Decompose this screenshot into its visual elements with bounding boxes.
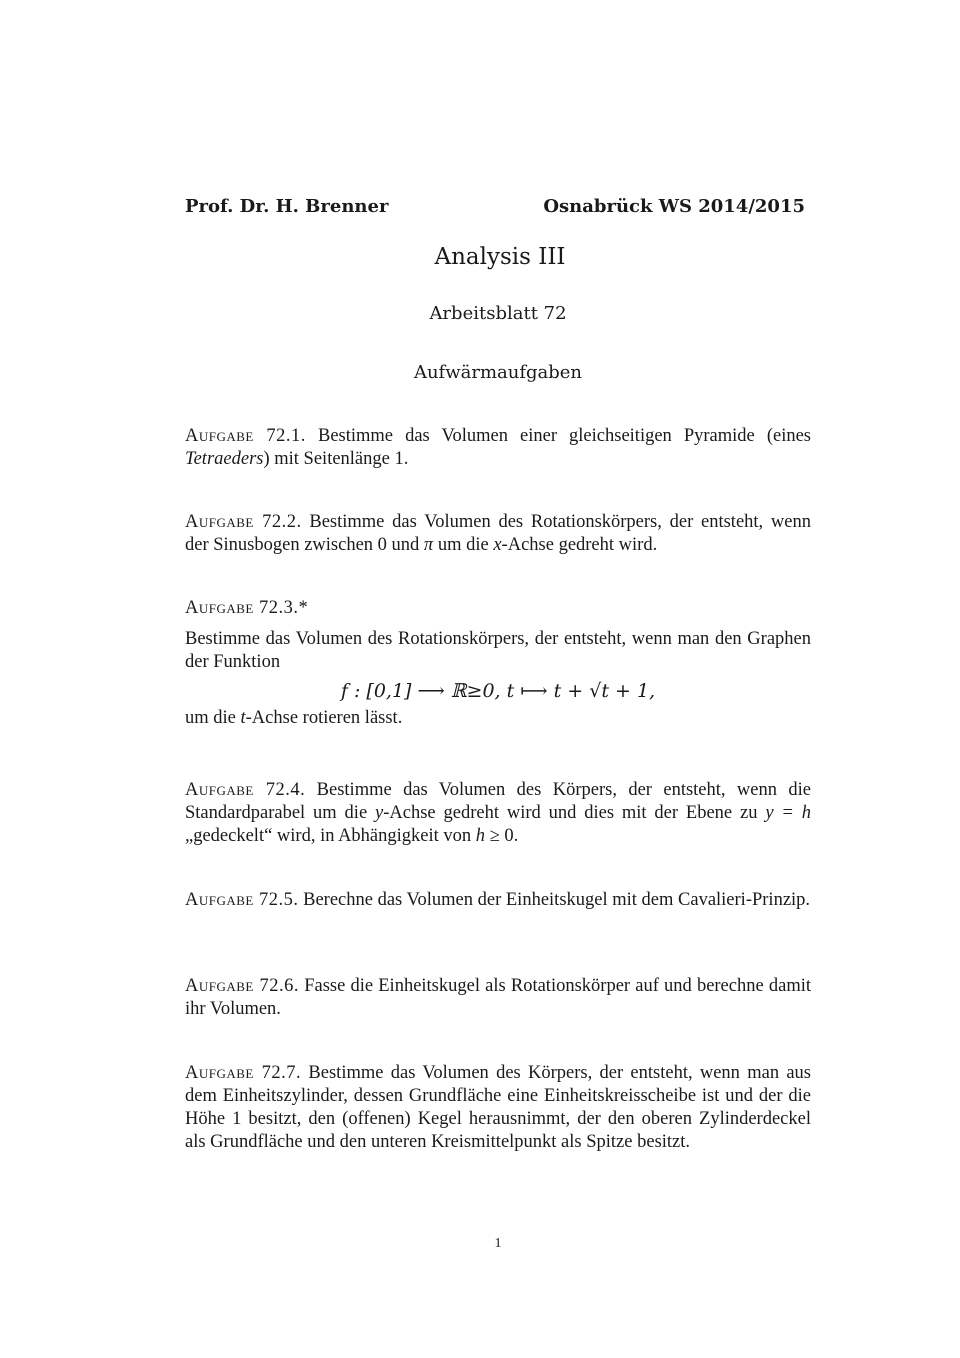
task-label: Aufgabe 72.2. <box>185 512 302 532</box>
task-72-1 <box>185 425 811 471</box>
task-label: Aufgabe 72.4. <box>185 780 306 800</box>
section-heading: Aufwärmaufgaben <box>413 362 583 383</box>
task-72-4 <box>185 779 811 848</box>
task-text: -Achse gedreht wird. <box>501 535 658 555</box>
task-text: ) mit Seitenlänge 1. <box>263 449 409 469</box>
task-text: Bestimme das Volumen einer gleichseitigen Pyramide (eines <box>305 426 811 446</box>
task-text: Bestimme das Volumen des Rotationskörpers, der entsteht, wenn man den Graphen der Funktion <box>185 629 811 672</box>
math-symbol: π <box>423 535 434 555</box>
function-formula: f : [0,1] ⟶ ℝ≥0, t ⟼ t + √t + 1, <box>340 680 656 702</box>
task-text: Berechne das Volumen der Einheitskugel mit dem Cavalieri-Prinzip. <box>298 890 811 910</box>
task-text: um die <box>433 535 494 555</box>
task-text: ≥ 0. <box>485 826 519 846</box>
task-72-7 <box>185 1062 811 1154</box>
task-text: Fasse die Einheitskugel als Rotationskörper auf und berechne damit ihr Volumen. <box>185 976 811 1019</box>
task-label: Aufgabe 72.7. <box>185 1063 302 1083</box>
task-label: Aufgabe 72.3.* <box>185 598 309 618</box>
math-symbol: y <box>375 803 384 823</box>
math-symbol: h <box>475 826 486 846</box>
task-text: um die <box>185 708 241 728</box>
task-72-6 <box>185 975 811 1021</box>
task-text: Bestimme das Volumen des Körpers, der entsteht, wenn man aus dem Einheitszylinder, dessen Grundfläche eine Einheitskreisscheibe ist und der die Höhe 1 besitzt, den (offenen) Kegel herausnimmt, der den oberen Zylinderdeckel als Grundfläche und den unteren Kreismittelpunkt als Spitze besitzt. <box>185 1063 812 1152</box>
task-text: Bestimme das Volumen des Rotationskörpers, der entsteht, wenn der Sinusbogen zwischen 0 und <box>185 512 811 555</box>
task-text: Bestimme das Volumen des Körpers, der entsteht, wenn die Standardparabel um die <box>185 780 811 823</box>
task-text: -Achse rotieren lässt. <box>245 708 403 728</box>
task-text-emphasis: Tetraeders <box>185 449 264 469</box>
task-text: -Achse gedreht wird und dies mit der Ebene zu <box>383 803 766 823</box>
math-symbol: t <box>240 708 246 728</box>
task-label: Aufgabe 72.1. <box>185 426 306 446</box>
math-symbol: x <box>493 535 502 555</box>
math-symbol: y = h <box>765 803 811 823</box>
task-72-5 <box>185 889 811 912</box>
author-name: Prof. Dr. H. Brenner <box>185 196 389 217</box>
worksheet-subtitle: Arbeitsblatt 72 <box>429 303 567 324</box>
place-and-term: Osnabrück WS 2014/2015 <box>543 196 805 217</box>
page-number: 1 <box>494 1236 502 1251</box>
task-text: „gedeckelt“ wird, in Abhängigkeit von <box>185 826 476 846</box>
document-title: Analysis III <box>434 244 566 270</box>
task-72-3 <box>185 597 811 730</box>
task-label: Aufgabe 72.5. <box>185 890 299 910</box>
task-label: Aufgabe 72.6. <box>185 976 300 996</box>
task-72-2 <box>185 511 811 557</box>
